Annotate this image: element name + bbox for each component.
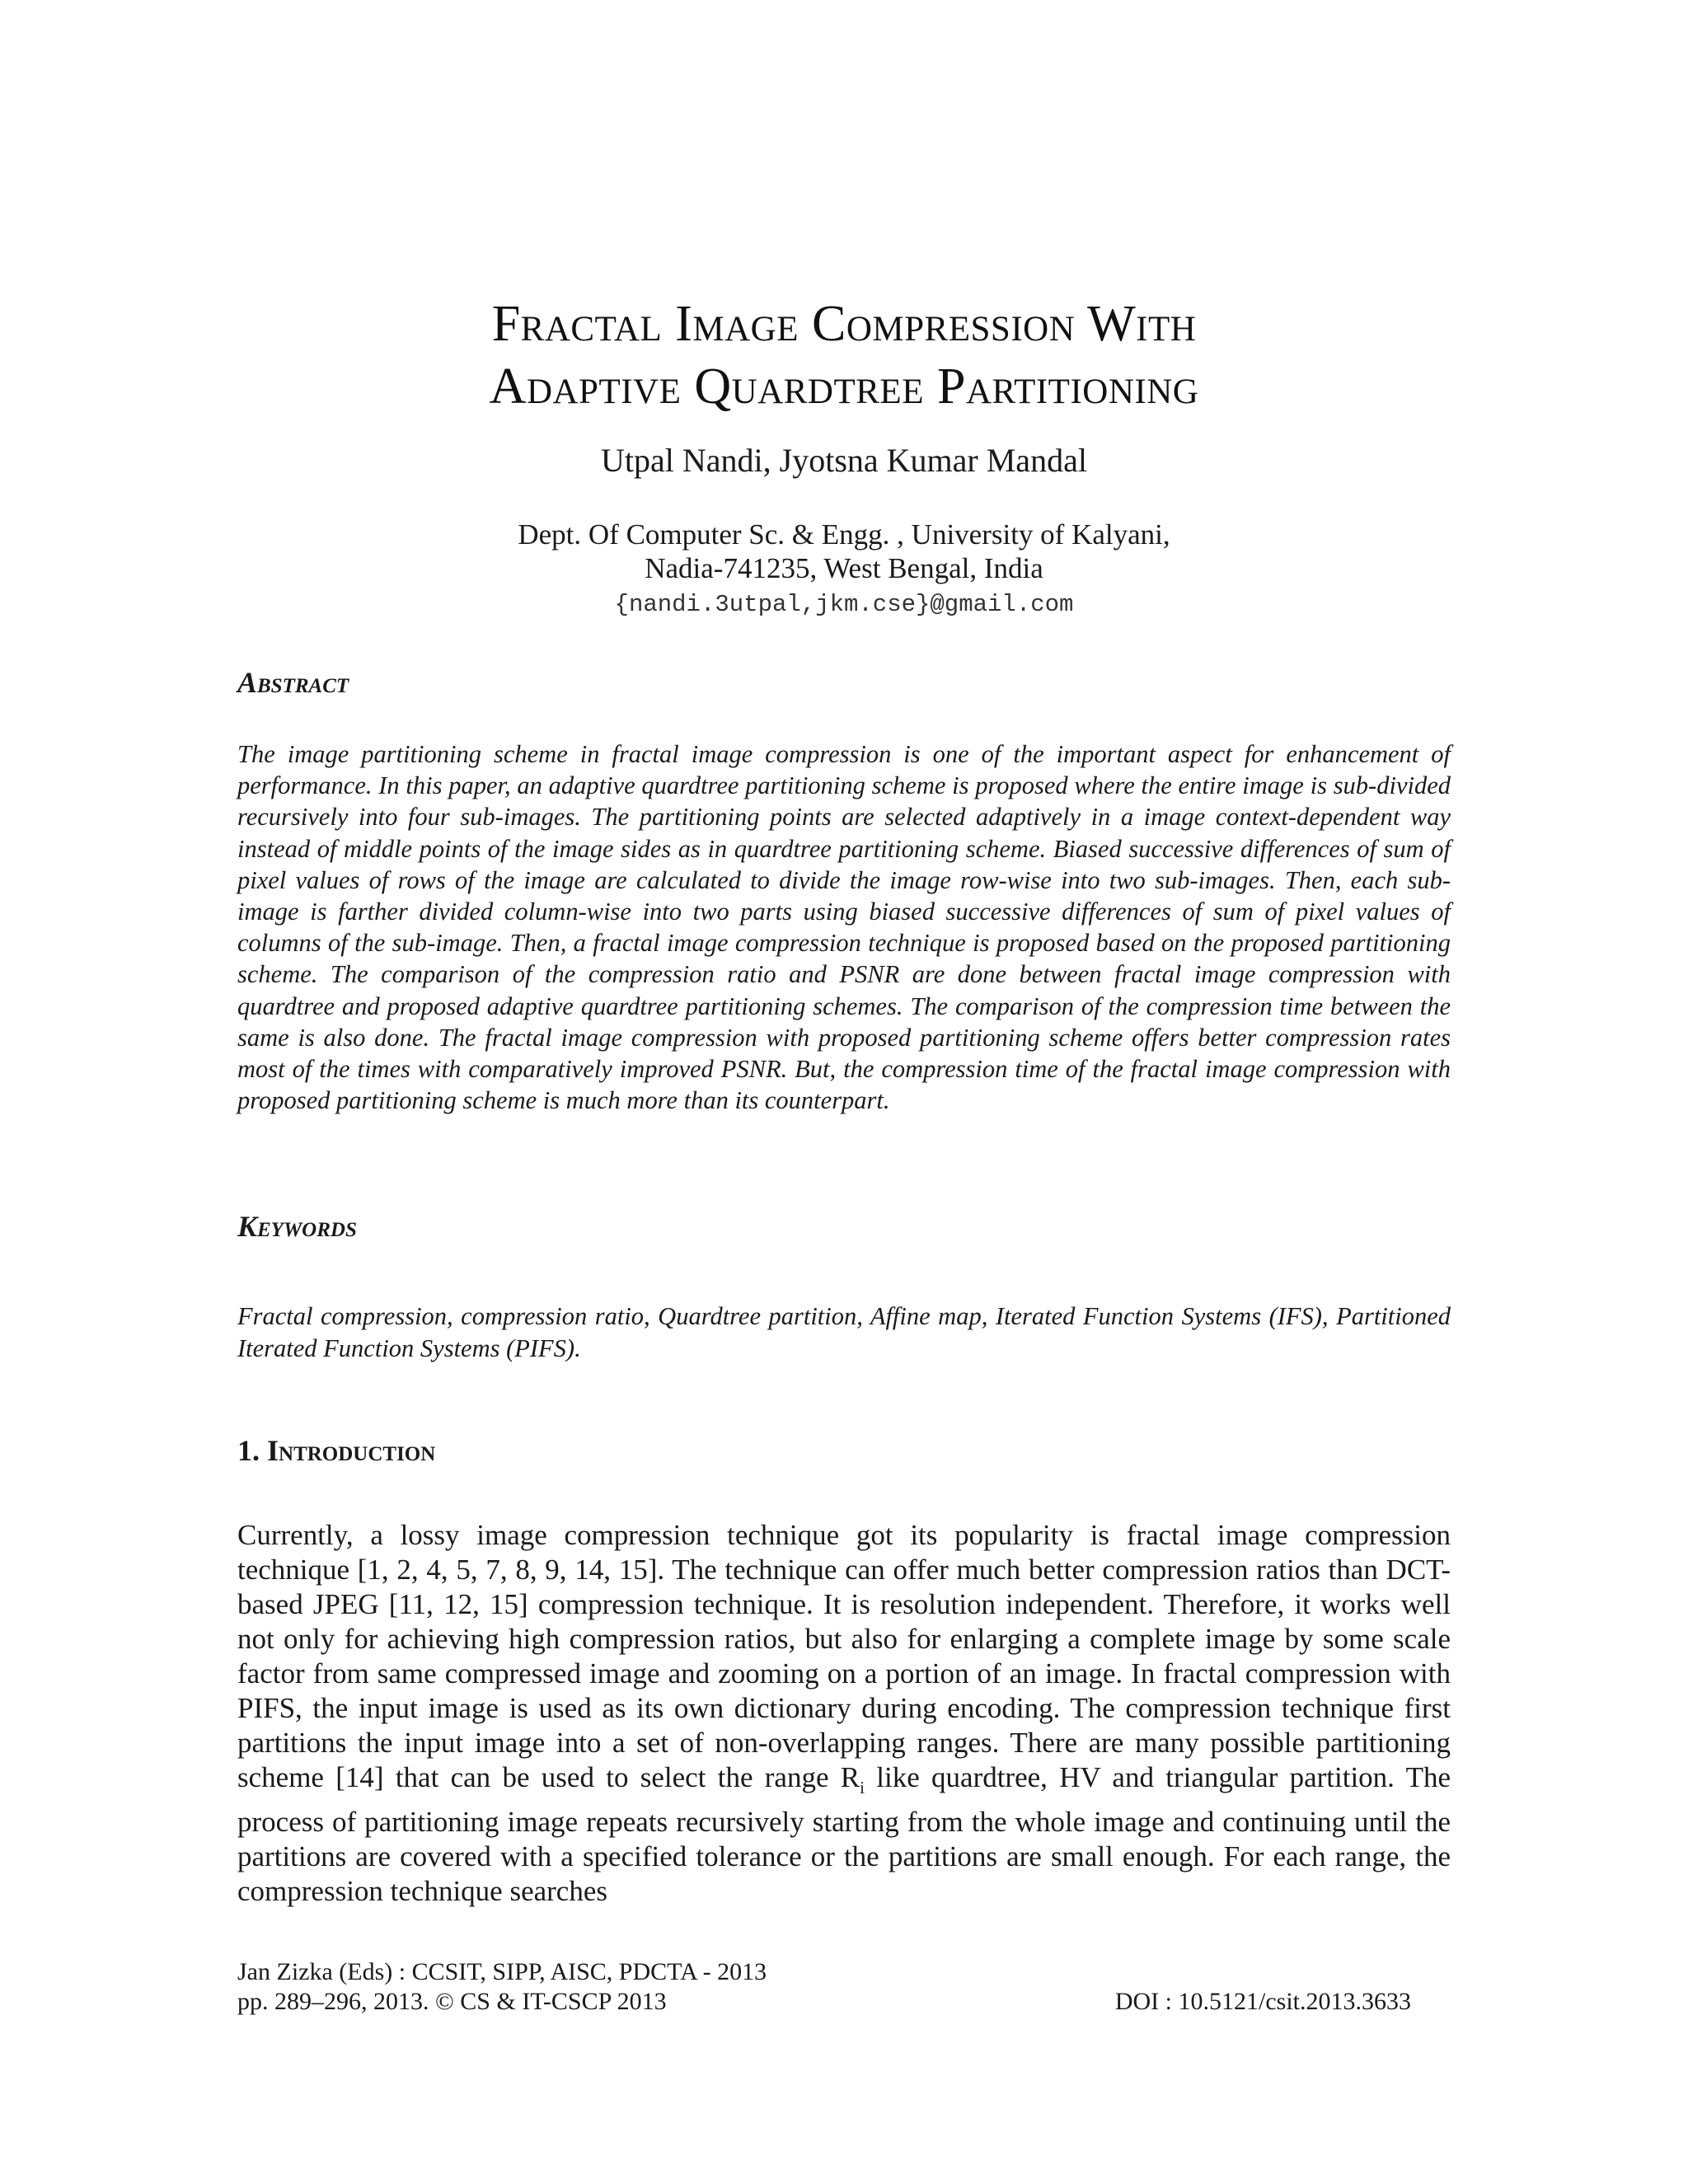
abstract-text: The image partitioning scheme in fractal image compression is one of the important aspect for enhancement of performance. In this paper, an adaptive quardtree partitioning scheme is proposed where the entire image is sub-divided recursively into four sub-images. The partitioning points are selected adaptively in a image context-dependent way instead of middle points of the image sides as in quardtree partitioning scheme. Biased successive differences of sum of pixel values of rows of the image are calculated to divide the image row-wise into two sub-images. Then, each sub-image is farther divided column-wise into two parts using biased successive differences of sum of pixel values of columns of the sub-image. Then, a fractal image compression technique is proposed based on the proposed partitioning scheme. The comparison of the compression ratio and PSNR are done between fractal image compression with quardtree and proposed adaptive quardtree partitioning schemes. The comparison of the compression time between the same is also done. The fractal image compression with proposed partitioning scheme offers better compression rates most of the times with comparatively improved PSNR. But, the compression time of the fractal image compression with proposed partitioning scheme is much more than its counterpart. [237, 740, 1451, 1115]
intro-text-part2: like quardtree, HV and triangular partition. The process of partitioning image repeats recursively starting from the whole image and continuing until the partitions are covered with a specified tolerance or the partitions are small enough. For each range, the compression technique searches [237, 1761, 1451, 1907]
introduction-text [237, 1518, 1451, 1909]
intro-text-part1: Currently, a lossy image compression technique got its popularity is fractal image compression technique [1, 2, 4, 5, 7, 8, 9, 14, 15]. The technique can offer much better compression ratios than DCT-based JPEG [11, 12, 15] compression technique. It is resolution independent. Therefore, it works well not only for achieving high compression ratios, but also for enlarging a complete image by some scale factor from same compressed image and zooming on a portion of an image. In fractal compression with PIFS, the input image is used as its own dictionary during encoding. The compression technique first partitions the input image into a set of non-overlapping ranges. There are many possible partitioning scheme [14] that can be used to select the range R [237, 1519, 1451, 1793]
title-line-1: Fractal Image Compression With [491, 296, 1197, 352]
introduction-heading [237, 1432, 435, 1469]
footer-line-1: Jan Zizka (Eds) : CCSIT, SIPP, AISC, PDCTA - 2013 [237, 1958, 767, 1985]
paper-title [0, 293, 1688, 418]
author-email: {nandi.3utpal,jkm.cse}@gmail.com [614, 591, 1074, 618]
section-title: Introduction [267, 1434, 436, 1467]
footer-citation [237, 1957, 767, 2017]
keywords-text: Fractal compression, compression ratio, Quardtree partition, Affine map, Iterated Function Systems (IFS), Partitioned Iterated Function Systems (PIFS). [237, 1302, 1451, 1362]
affiliation-line-2: Nadia-741235, West Bengal, India [645, 552, 1043, 584]
title-line-2: Adaptive Quardtree Partitioning [489, 359, 1199, 415]
affiliation-line-1: Dept. Of Computer Sc. & Engg. , University of Kalyani, [518, 518, 1170, 551]
abstract-heading: Abstract [237, 666, 349, 699]
affiliation [0, 518, 1688, 585]
keywords-heading: Keywords [237, 1210, 357, 1243]
section-number: 1. [237, 1434, 260, 1467]
footer-doi: DOI : 10.5121/csit.2013.3633 [1114, 1988, 1411, 2015]
footer-line-2: pp. 289–296, 2013. © CS & IT-CSCP 2013 [237, 1988, 667, 2015]
range-subscript: i [860, 1778, 865, 1797]
authors: Utpal Nandi, Jyotsna Kumar Mandal [601, 442, 1087, 479]
